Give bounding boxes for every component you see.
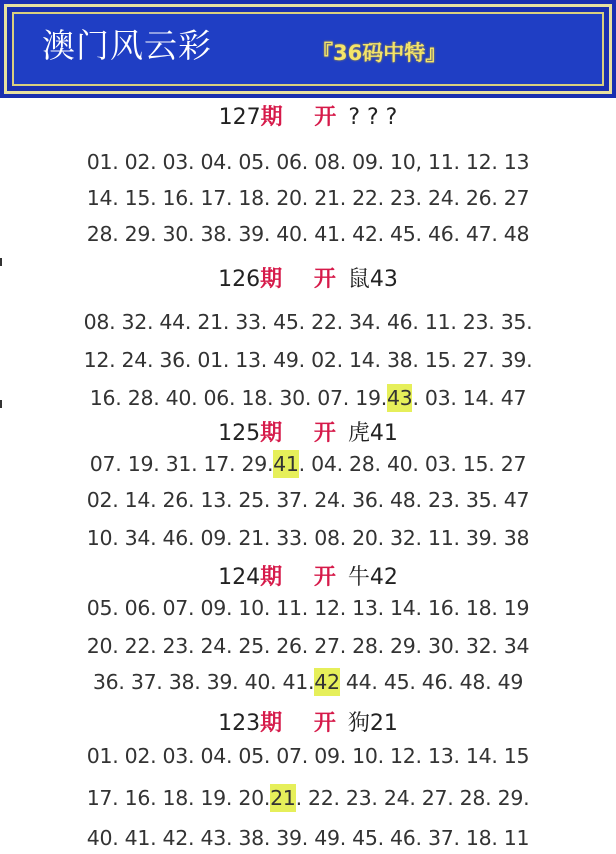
highlighted-number: 21 (270, 786, 296, 810)
period-number: 123 (218, 711, 261, 736)
highlighted-number: 43 (386, 386, 413, 410)
period-header (0, 708, 616, 740)
period-label: 期 开 (260, 267, 348, 292)
number-row (0, 782, 616, 814)
number-row (0, 382, 616, 414)
period-label: 期 开 (260, 711, 348, 736)
number-sequence: 40. 41. 42. 43. 38. 39. 49. 45. 46. 37. 18. 11 (86, 826, 530, 850)
number-sequence: 20. 22. 23. 24. 25. 26. 27. 28. 29. 30. 32. 34 (86, 634, 530, 658)
period-header (0, 418, 616, 450)
period-header (0, 562, 616, 594)
number-row (0, 218, 616, 250)
number-sequence: 01. 02. 03. 04. 05. 06. 08. 09. 10, 11. 12. 13 (86, 150, 530, 174)
number-row (0, 522, 616, 554)
period-result: ? ? ? (348, 105, 398, 130)
number-sequence: 14. 15. 16. 17. 18. 20. 21. 22. 23. 24. 26. 27 (86, 186, 530, 210)
number-row (0, 630, 616, 662)
number-sequence: 07. 19. 31. 17. 29. (89, 452, 274, 476)
period-header (0, 264, 616, 296)
period-header (0, 102, 616, 134)
highlighted-number: 42 (314, 670, 340, 694)
period-result: 虎41 (347, 421, 398, 446)
period-number: 127 (218, 105, 261, 130)
number-row (0, 306, 616, 338)
banner-title: 澳门风云彩 (42, 26, 212, 65)
number-sequence: 44. 45. 46. 48. 49 (339, 670, 524, 694)
period-result: 狗21 (347, 711, 398, 736)
header-banner (0, 0, 616, 98)
number-sequence: 17. 16. 18. 19. 20. (86, 786, 271, 810)
number-sequence: 08. 32. 44. 21. 33. 45. 22. 34. 46. 11. 23. 35. (83, 310, 533, 334)
period-number: 125 (218, 421, 261, 446)
period-label: 期 开 (260, 105, 349, 130)
number-sequence: 01. 02. 03. 04. 05. 07. 09. 10. 12. 13. 14. 15 (86, 744, 530, 768)
periods-list (0, 98, 616, 851)
number-row (0, 448, 616, 480)
number-row (0, 822, 616, 854)
number-sequence: 16. 28. 40. 06. 18. 30. 07. 19. (89, 386, 387, 410)
number-row (0, 182, 616, 214)
number-row (0, 484, 616, 516)
number-sequence: 12. 24. 36. 01. 13. 49. 02. 14. 38. 15. 27. 39. (83, 348, 533, 372)
banner-tag: 『36码中特』 (312, 41, 447, 65)
number-row (0, 344, 616, 376)
number-sequence: 02. 14. 26. 13. 25. 37. 24. 36. 48. 23. 35. 47 (86, 488, 530, 512)
period-result: 牛42 (347, 565, 398, 590)
number-sequence: 05. 06. 07. 09. 10. 11. 12. 13. 14. 16. 18. 19 (86, 596, 530, 620)
highlighted-number: 41 (273, 452, 299, 476)
number-row (0, 592, 616, 624)
number-sequence: . 03. 14. 47 (412, 386, 527, 410)
number-sequence: . 04. 28. 40. 03. 15. 27 (298, 452, 527, 476)
number-sequence: . 22. 23. 24. 27. 28. 29. (295, 786, 530, 810)
number-row (0, 666, 616, 698)
number-row (0, 740, 616, 772)
period-number: 126 (218, 267, 261, 292)
period-result: 鼠43 (347, 267, 398, 292)
period-label: 期 开 (260, 421, 348, 446)
number-sequence: 28. 29. 30. 38. 39. 40. 41. 42. 45. 46. 47. 48 (86, 222, 530, 246)
period-number: 124 (218, 565, 261, 590)
number-sequence: 36. 37. 38. 39. 40. 41. (92, 670, 315, 694)
number-row (0, 146, 616, 178)
number-sequence: 10. 34. 46. 09. 21. 33. 08. 20. 32. 11. 39. 38 (86, 526, 530, 550)
period-label: 期 开 (260, 565, 348, 590)
